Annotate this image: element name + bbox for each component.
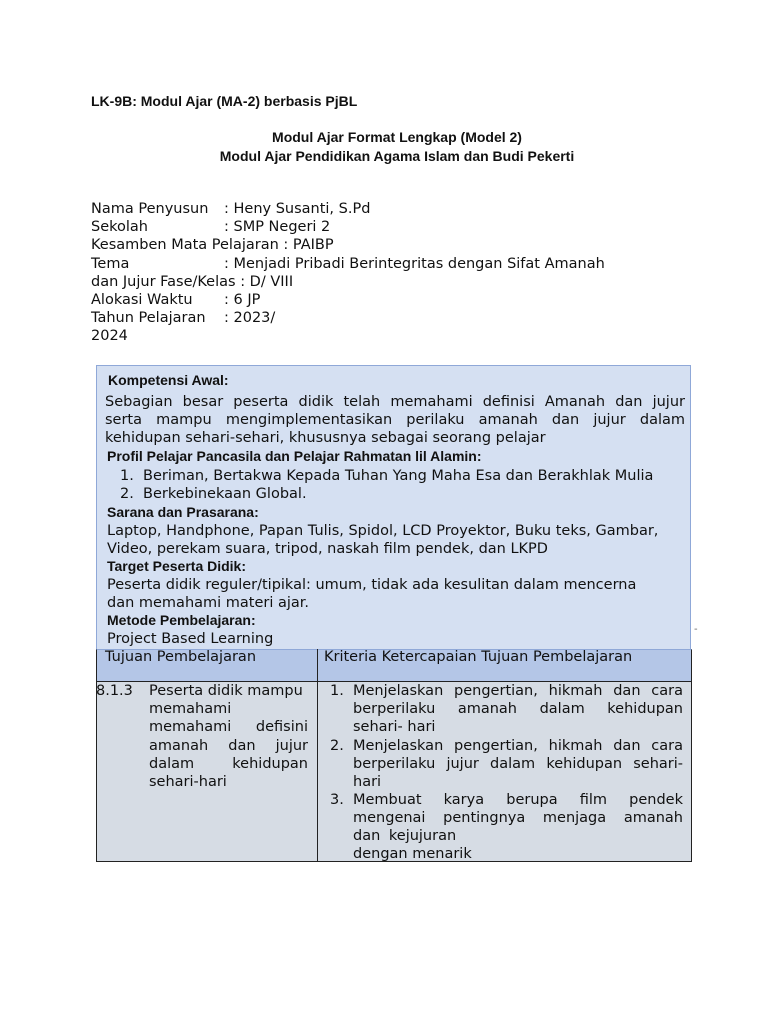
table-header-tujuan: Tujuan Pembelajaran — [105, 649, 257, 665]
table-header-kriteria: Kriteria Ketercapaian Tujuan Pembelajaran — [324, 649, 633, 665]
profil-item-1: Beriman, Bertakwa Kepada Tuhan Yang Maha Esa dan Berakhlak Mulia — [143, 468, 654, 484]
kompetensi-line-2: serta mampu mengimplementasikan perilaku amanah dan jujur dalam — [105, 412, 685, 428]
title-format: Modul Ajar Format Lengkap (Model 2) — [272, 129, 522, 145]
identity-tema: Tema : Menjadi Pribadi Berintegritas dengan Sifat Amanah — [91, 255, 605, 272]
title-subject: Modul Ajar Pendidikan Agama Islam dan Budi Pekerti — [219, 148, 575, 164]
sarana-line-2: Video, perekam suara, tripod, naskah film pendek, dan LKPD — [107, 541, 548, 557]
target-line-1: Peserta didik reguler/tipikal: umum, tidak ada kesulitan dalam mencerna — [107, 577, 637, 593]
kompetensi-line-3: kehidupan sehari-sehari, khususnya sebagai seorang pelajar — [105, 430, 546, 446]
tp-line: Peserta didik mampu — [149, 683, 303, 699]
document-label: LK-9B: Modul Ajar (MA-2) berbasis PjBL — [91, 93, 358, 109]
identity-tahun-cont: 2024 — [91, 328, 128, 345]
identity-tahun: Tahun Pelajaran : 2023/ — [91, 310, 276, 327]
tp-line: memahami defisini — [149, 719, 308, 735]
identity-block — [91, 200, 605, 346]
metode-heading: Metode Pembelajaran: — [107, 612, 256, 628]
target-heading: Target Peserta Didik: — [107, 558, 247, 574]
kompetensi-line-1: Sebagian besar peserta didik telah memahami definisi Amanah dan jujur — [105, 394, 685, 410]
profil-item-2: Berkebinekaan Global. — [143, 486, 307, 502]
metode-value: Project Based Learning — [107, 631, 274, 647]
profil-num-2: 2. — [120, 486, 134, 502]
tp-line: amanah dan jujur — [149, 738, 308, 754]
identity-fase: dan Jujur Fase/Kelas : D/ VIII — [91, 273, 294, 290]
tp-number: 8.1.3 — [96, 683, 133, 699]
sarana-heading: Sarana dan Prasarana: — [107, 504, 259, 520]
identity-sekolah: Sekolah : SMP Negeri 2 — [91, 219, 331, 236]
profil-heading: Profil Pelajar Pancasila dan Pelajar Rahmatan lil Alamin: — [107, 448, 482, 464]
identity-mapel: Kesamben Mata Pelajaran : PAIBP — [91, 237, 334, 254]
identity-nama: Nama Penyusun : Heny Susanti, S.Pd — [91, 201, 371, 217]
tp-line: memahami — [149, 701, 232, 717]
identity-alokasi: Alokasi Waktu : 6 JP — [91, 291, 261, 308]
target-line-2: dan memahami materi ajar. — [107, 595, 310, 611]
kompetensi-heading: Kompetensi Awal: — [108, 372, 229, 388]
profil-num-1: 1. — [120, 468, 134, 484]
tp-line: sehari-hari — [149, 774, 227, 790]
table-column-divider — [317, 649, 318, 862]
stray-mark: - — [694, 624, 698, 635]
tp-line: dalam kehidupan — [149, 756, 308, 772]
sarana-line-1: Laptop, Handphone, Papan Tulis, Spidol, LCD Proyektor, Buku teks, Gambar, — [107, 523, 659, 539]
